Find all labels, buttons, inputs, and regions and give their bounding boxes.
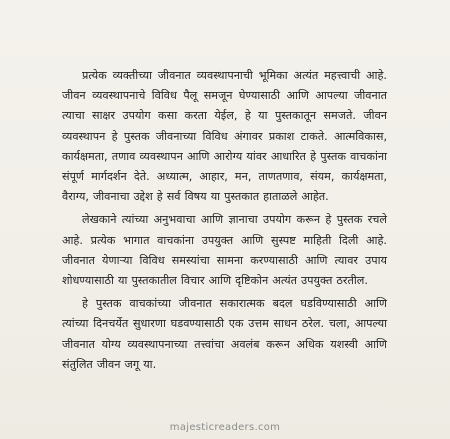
blurb-paragraph-3: हे पुस्तक वाचकांच्या जीवनात सकारात्मक बदल घडविण्यासाठी आणि त्यांच्या दिनचर्येत सुधारणा घडवण्यासाठी एक उत्तम साधन ठरेल. चला, आपल्या जीवनात योग्य व्यवस्थापनाच्या तत्त्वांचा अवलंब करून अधिक यशस्वी आणि संतुलित जीवन जगू या. xyxy=(62,297,387,371)
blurb-paragraph-1: प्रत्येक व्यक्तीच्या जीवनात व्यवस्थापनाची भूमिका अत्यंत महत्त्वाची आहे. जीवन व्यवस्थापनाचे विविध पैलू समजून घेण्यासाठी आणि आपल्या जीवनात त्याचा साक्षर उपयोग कसा करता येईल, हे या पुस्तकातून समजते. जीवन व्यवस्थापन हे पुस्तक जीवनाच्या विविध अंगावर प्रकाश टाकते. आत्मविकास, कार्यक्षमता, तणाव व्यवस्थापन आणि आरोग्य यांवर आधारित हे पुस्तक वाचकांना संपूर्ण मार्गदर्शन देते. अध्यात्म, आहार, मन, ताणतणाव, संयम, कार्यक्षमता, वैराग्य, जीवनाचा उद्देश हे सर्व विषय या पुस्तकात हाताळले आहेत. xyxy=(62,69,387,204)
blurb-paragraph-2: लेखकाने त्यांच्या अनुभवाचा आणि ज्ञानाचा उपयोग करून हे पुस्तक रचले आहे. प्रत्येक भागात वाचकांना उपयुक्त आणि सुस्पष्ट माहिती दिली आहे. जीवनात येणाऱ्या विविध समस्यांचा सामना करण्यासाठी आणि त्यावर उपाय शोधण्यासाठी या पुस्तकातील विचार आणि दृष्टिकोन अत्यंत उपयुक्त ठरतील. xyxy=(62,213,387,288)
back-cover-blurb xyxy=(62,66,387,375)
publisher-website[interactable]: majesticreaders.com xyxy=(169,422,281,433)
page-bottom-edge xyxy=(0,433,450,439)
